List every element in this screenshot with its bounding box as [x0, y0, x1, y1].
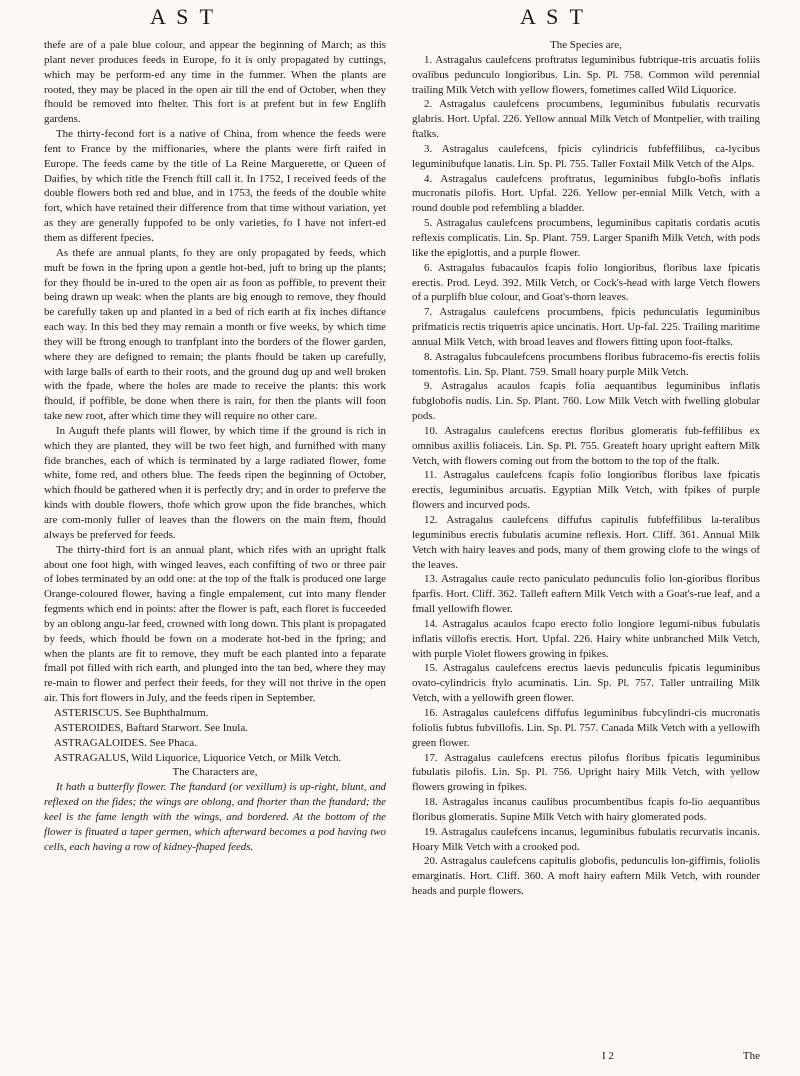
species-9: 9. Astragalus acaulos fcapis folia aequantibus leguminibus inflatis fubglobofis nudis. Lin. Sp. Plant. 760. Low Milk Vetch with fwelling globular pods. [412, 380, 760, 423]
species-10: 10. Astragalus caulefcens erectus floribus glomeratis fub-feffilibus ex omnibus axillis foliaceis. Lin. Sp. Pl. 755. Greateft hoary upright eaftern Milk Vetch, with flowers coming out from the bottom to the top of the ftalk. [412, 424, 760, 467]
right-column [412, 38, 760, 899]
entry-asteriscus: ASTERISCUS. See Buphthalmum. [54, 706, 209, 719]
species-14: 14. Astragalus acaulos fcapo erecto folio longiore legumi-nibus fubulatis inflatis villofis erectis. Hort. Upfal. 226. Hairy white unbranched Milk Vetch, with purple Violet flowers growing in fpikes. [412, 617, 760, 660]
species-19: 19. Astragalus caulefcens incanus, leguminibus fubulatis recurvatis incanis. Hoary Milk Vetch with a crooked pod. [412, 825, 760, 853]
species-18: 18. Astragalus incanus caulibus procumbentibus fcapis fo-lio aequantibus floribus glomeratis. Supine Milk Vetch with hairy glomerated pods. [412, 796, 760, 823]
header-right: A S T [520, 4, 586, 29]
species-3: 3. Astragalus caulefcens, fpicis cylindricis fubfeffilibus, ca-lycibus leguminibufque lanatis. Lin. Sp. Pl. 755. Taller Foxtail Milk Vetch of the Alps. [412, 142, 760, 170]
signature-mark: I 2 [602, 1050, 614, 1062]
catchword: The [742, 1050, 760, 1062]
characters-heading: The Characters are, [172, 766, 258, 779]
species-8: 8. Astragalus fubcaulefcens procumbens floribus fubracemo-fis erectis foliis tomentofis. Lin. Sp. Plant. 759. Small hoary purple Milk Vetch. [412, 350, 760, 378]
paragraph-propagation: As thefe are annual plants, fo they are only propagated by feeds, which muft be fown in the fpring upon a gentle hot-bed, juft to bring up the plants; for they fhould be in-ured to the open air as foon as poffible, to prevent their being drawn up weak: when the plants are big enough to remove, they fhould be carefully taken up and planted in a bed of rich earth at fix inches diftance each way. In this bed they may remain a month or five weeks, by which time they will be ftrong enough to tranfplant into the borders of the flower garden, where they are defigned to remain; the plants fhould be taken up carefully, with large balls of earth to their roots, and the ground dug up and well broken with the fpade, where the holes are made to receive the plants: this work fhould, if poffible, be done when there is rain, for then the plants will foon take new root, after which time they will require no other care. [44, 246, 386, 423]
characters-description: It hath a butterfly flower. The ftandard (or vexillum) is up-right, blunt, and reflexed on the fides; the wings are oblong, and fhorter than the ftandard; the keel is the fame length with the wings, and bordered. At the bottom of the flower is fituated a taper germen, which afterward becomes a pod having two cells, each having a row of kidney-fhaped feeds. [44, 781, 386, 853]
left-column [44, 38, 386, 854]
species-13: 13. Astragalus caule recto paniculato pedunculis folio lon-gioribus floribus fparfis. Hort. Cliff. 362. Talleft eaftern Milk Vetch with a Goat's-rue leaf, and a fmall yellowifh flower. [412, 573, 760, 616]
paragraph-continued: thefe are of a pale blue colour, and appear the beginning of March; as this plant never produces feeds in Europe, fo it is only propagated by cuttings, which may be perform-ed any time in the fummer. When the plants are rooted, they may be placed in the open air till the end of October, when they fhould be removed into fhelter. This fort is at prefent but in few Englifh gardens. [44, 39, 386, 126]
running-header [0, 4, 800, 32]
species-16: 16. Astragalus caulefcens diffufus leguminibus fubcylindri-cis mucronatis foliolis fubtus fubvillofis. Lin. Sp. Pl. 757. Canada Milk Vetch with a yellowifh green flower. [412, 706, 760, 749]
species-2: 2. Astragalus caulefcens procumbens, leguminibus fubulatis recurvatis glabris. Hort. Upfal. 226. Yellow annual Milk Vetch of Montpelier, with trailing ftalks. [412, 98, 760, 141]
species-7: 7. Astragalus caulefcens procumbens, fpicis pedunculatis leguminibus prifmaticis rectis triquetris apice uncinatis. Hort. Up-fal. 225. Trailing maritime annual Milk Vetch, with broad leaves and flowers fitting upon foot-ftalks. [412, 306, 760, 348]
header-left: A S T [150, 4, 216, 29]
species-4: 4. Astragalus caulefcens proftratus, leguminibus fubglo-bofis inflatis mucronatis pilofis. Hort. Upfal. 226. Yellow per-ennial Milk Vetch, with a round double pod refembling a bladder. [412, 172, 760, 215]
entry-astragalus: ASTRAGALUS, Wild Liquorice, Liquorice Vetch, or Milk Vetch. [54, 751, 342, 764]
species-6: 6. Astragalus fubacaulos fcapis folio longioribus, floribus laxe fpicatis erectis. Prod. Leyd. 392. Milk Vetch, or Cock's-head with large Vetch flowers of a purplifh blue colour, and Goat's-thorn leaves. [412, 261, 760, 304]
species-11: 11. Astragalus caulefcens fcapis folio longioribus floribus laxe fpicatis erectis, leguminibus arcuatis. Egyptian Milk Vetch, with fpikes of purple flowers and incurved pods. [412, 469, 760, 512]
page-footer [412, 1050, 760, 1066]
paragraph-august: In Auguft thefe plants will flower, by which time if the ground is rich in which they are planted, they will be two feet high, and furnifhed with many fide branches, each of which is terminated by a large radiated flower, fome white, fome red, and others blue. The feeds ripen the beginning of October, which fhould be gathered when it is perfectly dry; and in order to preferve the kinds with double flowers, thofe which grow upon the fide branches, which are com-monly fuller of leaves than the flowers on the main ftem, fhould always be preferved for feeds. [44, 424, 386, 541]
entry-asteroides: ASTEROIDES, Baftard Starwort. See Inula. [54, 721, 248, 734]
entry-astragaloides: ASTRAGALOIDES. See Phaca. [54, 736, 197, 749]
paragraph-thirty-second-sort: The thirty-fecond fort is a native of China, from whence the feeds were fent to France by the miffionaries, where the plants were firft raifed in Europe. The feeds came by the title of La Reine Marguerette, or Queen of Daifies, by which title the French ftill call it. In 1752, I received feeds of the double flowers both red and blue, and in 1753, the feeds of the double white fort, which have retained their difference from that time without variation, yet as they are generally fuppofed to be only varieties, fo I have not infert-ed them as different fpecies. [44, 128, 386, 244]
species-heading: The Species are, [550, 39, 622, 51]
species-17: 17. Astragalus caulefcens erectus pilofus floribus fpicatis leguminibus fubulatis pilofis. Lin. Sp. Pl. 756. Upright hairy Milk Vetch, with yellow flowers growing in fpikes. [412, 751, 760, 794]
species-20: 20. Astragalus caulefcens capitulis globofis, pedunculis lon-giffimis, foliolis emarginatis. Hort. Cliff. 360. A moft hairy eaftern Milk Vetch, with rounder heads and purple flowers. [412, 855, 760, 898]
species-12: 12. Astragalus caulefcens diffufus capitulis fubfeffilibus la-teralibus leguminibus erectis fubulatis acumine reflexis. Hort. Cliff. 361. Annual Milk Vetch with hairy leaves and pods, many of them growing clofe to the wings of the leaves. [412, 514, 760, 571]
species-15: 15. Astragalus caulefcens erectus laevis pedunculis fpicatis leguminibus ovato-cylindricis ftylo acuminatis. Lin. Sp. Pl. 757. Taller untrailing Milk Vetch, with a yellowifh green flower. [412, 662, 760, 705]
species-1: 1. Astragalus caulefcens proftratus leguminibus fubtrique-tris arcuatis foliis ovalibus pedunculo longioribus. Lin. Sp. Pl. 758. Common wild perennial trailing Milk Vetch with yellow flowers, fometimes called Wild Liquorice. [412, 53, 760, 96]
paragraph-thirty-third-sort: The thirty-third fort is an annual plant, which rifes with an upright ftalk about one foot high, with winged leaves, each confifting of two or three pair of lobes terminated by an odd one: at the top of the ftalk is produced one large Orange-coloured flower, having a fingle empalement, cut into many flender fegments which end in points: after the flower is paft, each floret is fucceeded by an oblong angu-lar feed, crowned with long down. This plant is propagated by feeds, which fhould be fown on a moderate hot-bed in the fpring; and when the plants are fit to remove, they muft be each planted into a feparate fmall pot filled with rich earth, and plunged into the tan bed, where they may re-main to flower and perfect their feeds, for they will not thrive in the open air. This fort flowers in July, and the feeds ripen in September. [44, 543, 386, 705]
species-5: 5. Astragalus caulefcens procumbens, leguminibus capitatis cordatis acutis reflexis complicatis. Lin. Sp. Plant. 759. Larger Spanifh Milk Vetch, with pods like the epiglottis, and a purple flower. [412, 217, 760, 259]
